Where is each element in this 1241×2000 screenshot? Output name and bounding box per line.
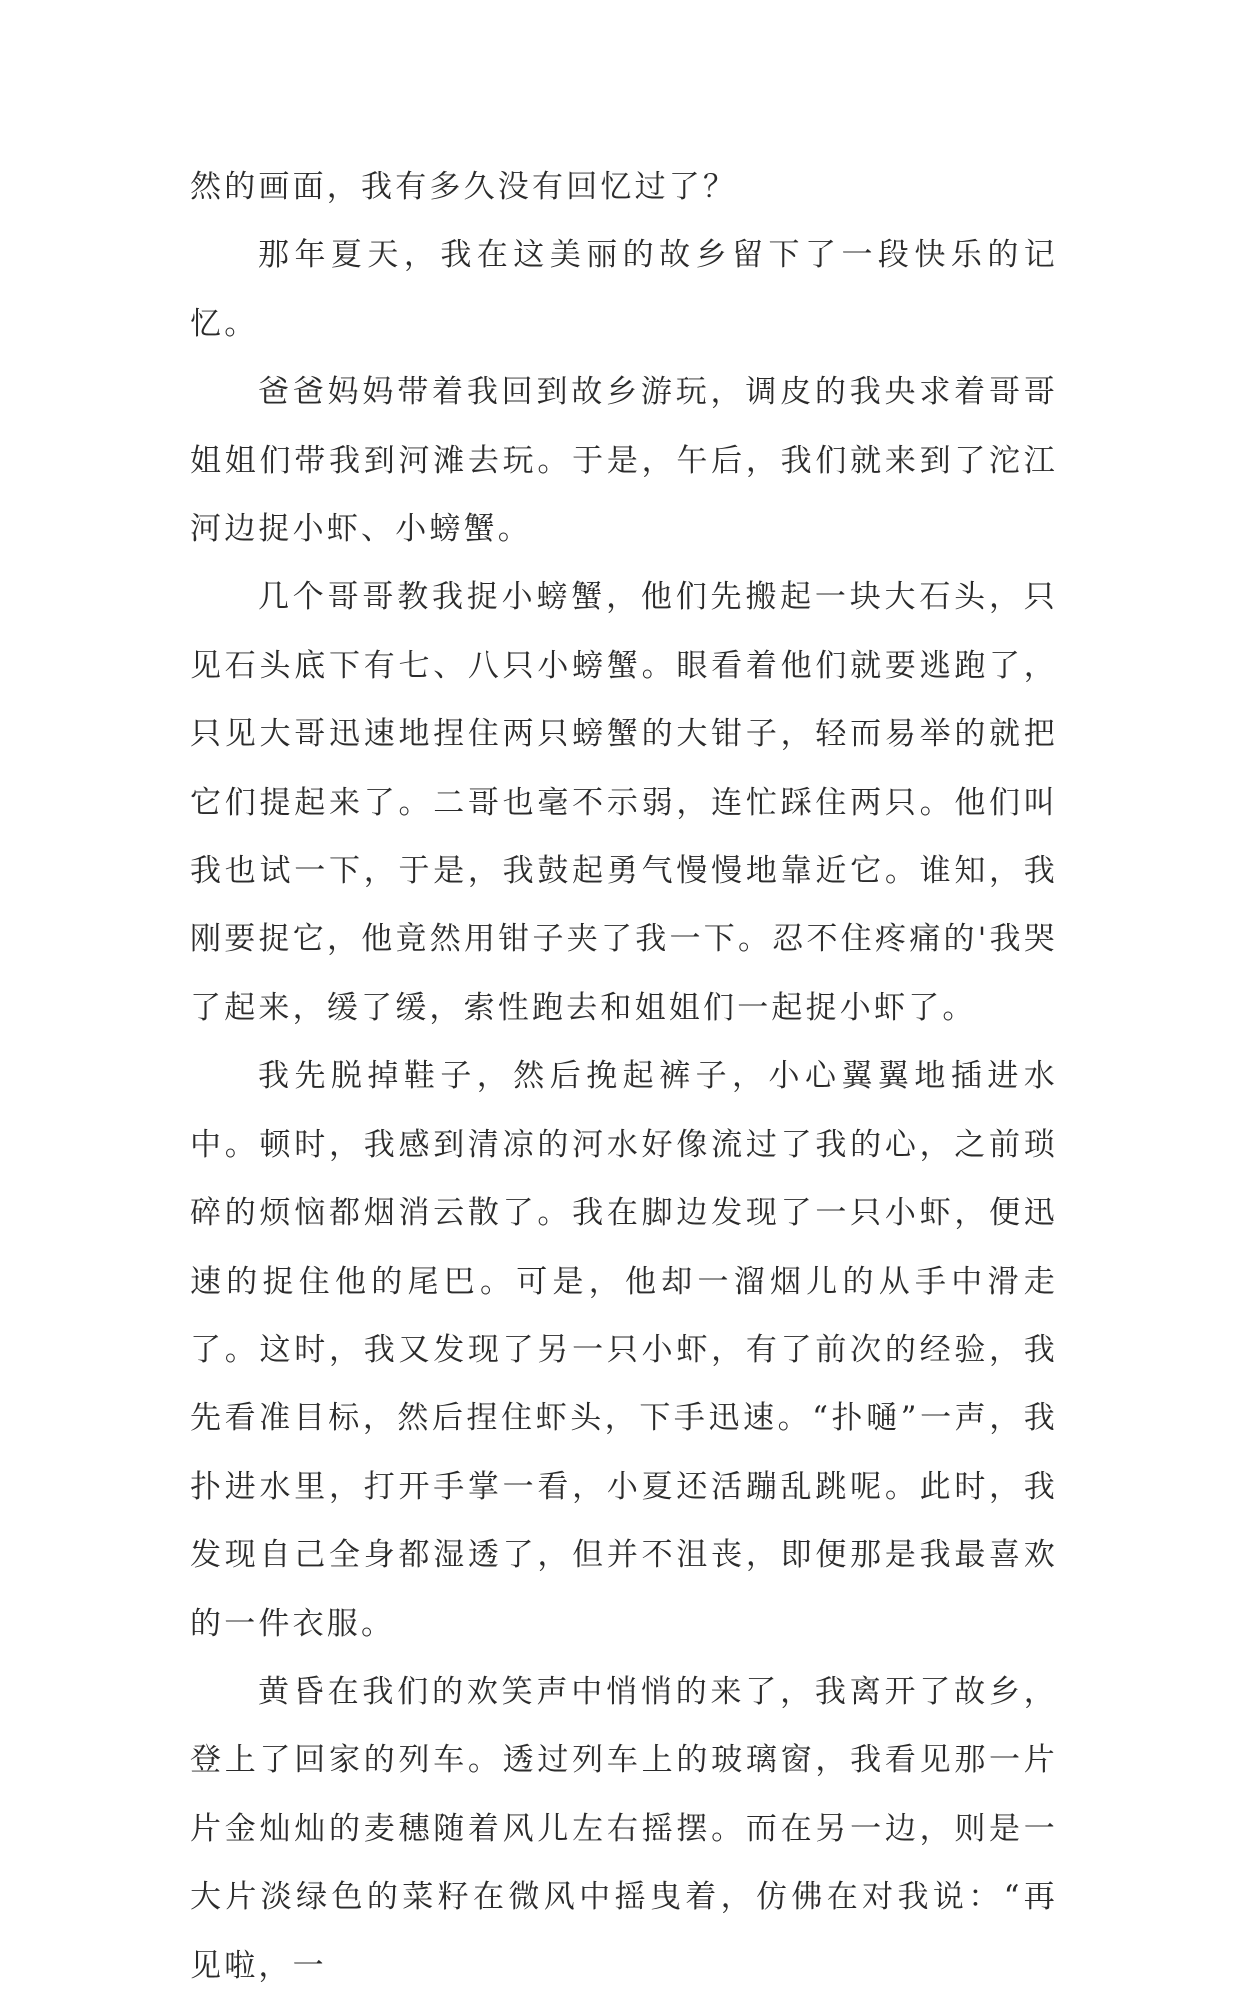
paragraph-6: 黄昏在我们的欢笑声中悄悄的来了，我离开了故乡，登上了回家的列车。透过列车上的玻璃窗，我看见那一片片金灿灿的麦穗随着风儿左右摇摆。而在另一边，则是一大片淡绿色的菜籽在微风中摇曳着，仿佛在对我说：“再见啦，一 [190, 1673, 1058, 1984]
paragraph-4: 几个哥哥教我捉小螃蟹，他们先搬起一块大石头，只见石头底下有七、八只小螃蟹。眼看着他们就要逃跑了，只见大哥迅速地捏住两只螃蟹的大钳子，轻而易举的就把它们提起来了。二哥也毫不示弱，连忙踩住两只。他们叫我也试一下，于是，我鼓起勇气慢慢地靠近它。谁知，我刚要捉它，他竟然用钳子夹了我一下。忍不住疼痛的'我哭了起来，缓了缓，索性跑去和姐姐们一起捉小虾了。 [190, 579, 1058, 1026]
paragraph-2: 那年夏天，我在这美丽的故乡留下了一段快乐的记忆。 [190, 237, 1058, 342]
document-body [190, 153, 1058, 2000]
paragraph-3: 爸爸妈妈带着我回到故乡游玩，调皮的我央求着哥哥姐姐们带我到河滩去玩。于是，午后，我们就来到了沱江河边捉小虾、小螃蟹。 [190, 374, 1058, 548]
paragraph-1: 然的画面，我有多久没有回忆过了？ [190, 169, 738, 205]
paragraph-5: 我先脱掉鞋子，然后挽起裤子，小心翼翼地插进水中。顿时，我感到清凉的河水好像流过了我的心，之前琐碎的烦恼都烟消云散了。我在脚边发现了一只小虾，便迅速的捉住他的尾巴。可是，他却一溜烟儿的从手中滑走了。这时，我又发现了另一只小虾，有了前次的经验，我先看准目标，然后捏住虾头，下手迅速。“扑嗵”一声，我扑进水里，打开手掌一看，小夏还活蹦乱跳呢。此时，我发现自己全身都湿透了，但并不沮丧，即便那是我最喜欢的一件衣服。 [190, 1058, 1058, 1642]
